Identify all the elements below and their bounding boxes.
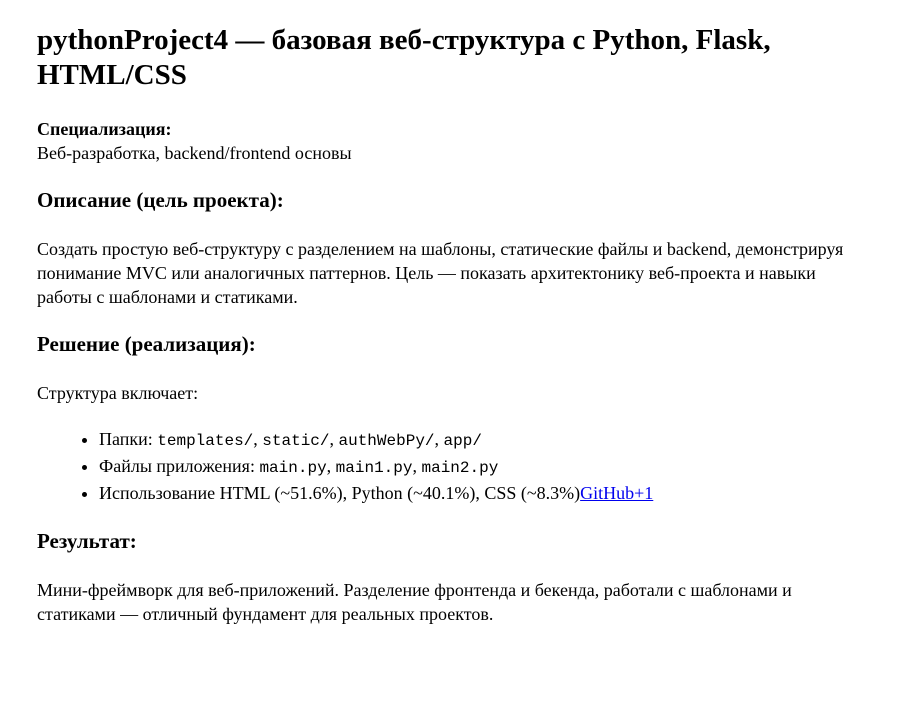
description-text: Создать простую веб-структуру с разделением на шаблоны, статические файлы и backend, демонстрируя понимание MVC или аналогичных паттернов. Цель — показать архитектонику веб-проекта и навыки работы с шаблонами и статиками.: [37, 239, 844, 307]
specialization-label: Специализация:: [37, 119, 172, 139]
code-folder: app/: [443, 432, 482, 450]
code-file: main2.py: [421, 459, 499, 477]
list-item-label: Использование HTML (~51.6%), Python (~40.1%), CSS (~8.3%): [99, 483, 581, 503]
solution-heading: Решение (реализация):: [37, 332, 256, 356]
list-item-label: Папки:: [99, 429, 158, 449]
code-folder: authWebPy/: [338, 432, 435, 450]
code-folder: templates/: [157, 432, 254, 450]
result-text: Мини-фреймворк для веб-приложений. Разделение фронтенда и бекенда, работали с шаблонами и статиками — отличный фундамент для реальных проектов.: [37, 580, 792, 624]
solution-intro: Структура включает:: [37, 383, 199, 403]
github-link[interactable]: GitHub+1: [580, 483, 654, 503]
code-file: main1.py: [335, 459, 413, 477]
list-item-label: Файлы приложения:: [99, 456, 260, 476]
solution-list: [37, 427, 860, 506]
list-item-languages: [99, 481, 860, 506]
list-item-files: • Файлы приложения: main.py, main1.py, main2.py: [99, 454, 860, 481]
specialization-block: [37, 117, 860, 165]
code-file: main.py: [259, 459, 327, 477]
result-heading: Результат:: [37, 529, 137, 553]
list-item-folders: • Папки: templates/, static/, authWebPy/, app/: [99, 427, 860, 454]
page-title: pythonProject4 — базовая веб-структура с Python, Flask, HTML/CSS: [37, 24, 771, 91]
specialization-value: Веб-разработка, backend/frontend основы: [37, 143, 352, 163]
code-folder: static/: [262, 432, 330, 450]
description-heading: Описание (цель проекта):: [37, 188, 284, 212]
